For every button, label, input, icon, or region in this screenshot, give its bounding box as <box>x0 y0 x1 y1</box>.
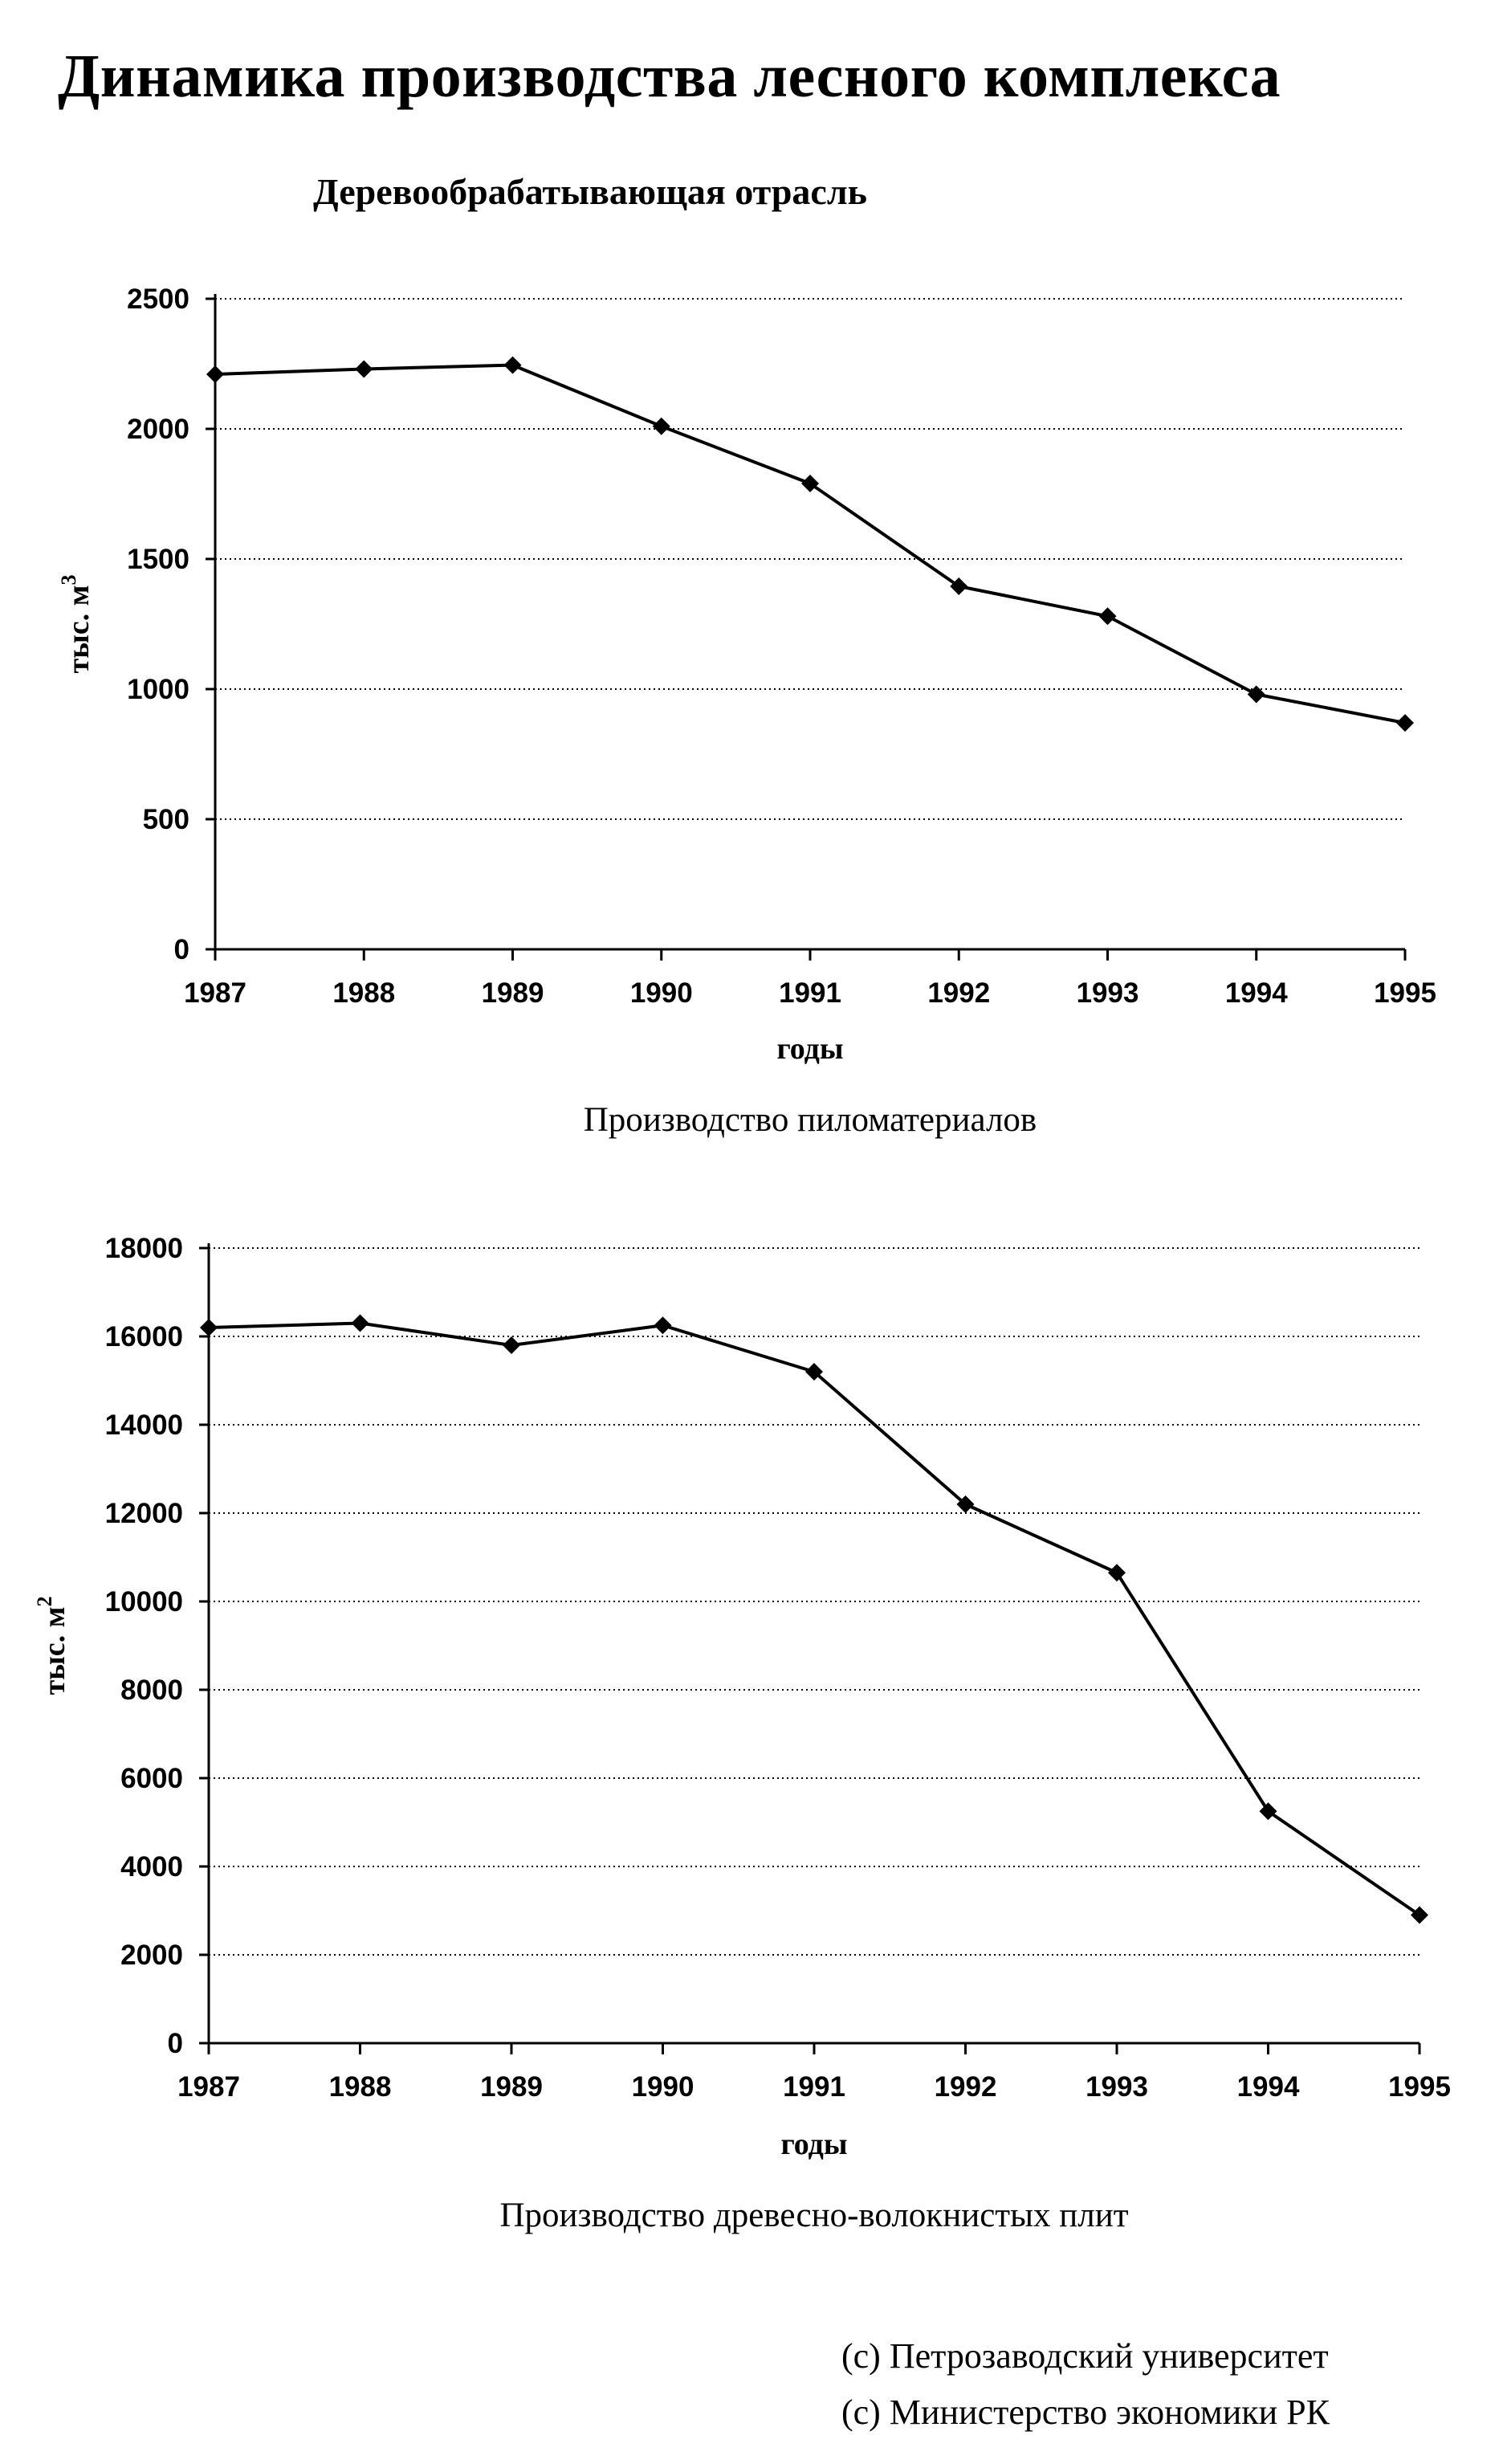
chart-caption: Производство пиломатериалов <box>583 1101 1037 1139</box>
x-tick-label: 1994 <box>1224 977 1288 1009</box>
y-tick-label: 1000 <box>127 674 189 705</box>
x-tick-label: 1991 <box>783 2071 845 2103</box>
series-line <box>215 365 1405 724</box>
x-tick-label: 1993 <box>1086 2071 1148 2103</box>
x-tick-label: 1993 <box>1076 977 1139 1009</box>
y-tick-label: 1500 <box>127 544 189 575</box>
data-point-marker <box>1099 607 1117 625</box>
y-tick-label: 4000 <box>120 1851 183 1883</box>
data-point-marker <box>1248 685 1265 703</box>
y-tick-label: 0 <box>173 934 189 965</box>
x-tick-label: 1994 <box>1236 2071 1300 2103</box>
lumber-production-chart <box>0 281 1503 1157</box>
fiberboard-production-chart <box>0 1221 1503 2289</box>
copyright-university: (с) Петрозаводский университет <box>841 2336 1329 2376</box>
x-axis-title: годы <box>780 2127 848 2161</box>
y-tick-label: 2500 <box>127 284 189 315</box>
x-tick-label: 1989 <box>480 2071 543 2103</box>
data-point-marker <box>1108 1564 1126 1581</box>
x-tick-label: 1990 <box>629 977 693 1009</box>
data-point-marker <box>653 418 670 435</box>
page-title: Динамика производства лесного комплекса <box>58 43 1281 110</box>
x-tick-label: 1991 <box>779 977 841 1009</box>
x-tick-label: 1992 <box>927 977 991 1009</box>
y-axis-title-unit: тыс. м <box>38 1606 71 1695</box>
y-tick-label: 6000 <box>120 1763 183 1794</box>
x-tick-label: 1995 <box>1374 977 1436 1009</box>
x-tick-label: 1992 <box>934 2071 997 2103</box>
x-tick-label: 1988 <box>328 2071 392 2103</box>
y-tick-label: 18000 <box>104 1233 183 1264</box>
data-point-marker <box>355 360 373 377</box>
data-point-marker <box>654 1316 672 1334</box>
data-point-marker <box>352 1315 369 1332</box>
y-axis-title-exponent: 3 <box>57 574 80 585</box>
x-tick-label: 1987 <box>184 977 246 1009</box>
y-tick-label: 2000 <box>120 1940 183 1971</box>
y-tick-label: 500 <box>142 804 189 835</box>
section-title: Деревообрабатывающая отрасль <box>313 171 867 212</box>
copyright-ministry: (с) Министерство экономики РК <box>841 2393 1330 2432</box>
y-tick-label: 2000 <box>127 414 189 445</box>
y-axis-title <box>57 574 96 673</box>
x-tick-label: 1989 <box>481 977 544 1009</box>
y-axis-title <box>33 1596 71 1695</box>
y-tick-label: 0 <box>167 2028 183 2059</box>
y-axis-title-unit: тыс. м <box>62 585 96 674</box>
y-tick-label: 12000 <box>104 1498 183 1529</box>
x-tick-label: 1988 <box>332 977 396 1009</box>
y-tick-label: 10000 <box>104 1586 183 1618</box>
data-point-marker <box>503 1336 520 1354</box>
x-tick-label: 1995 <box>1388 2071 1451 2103</box>
x-tick-label: 1987 <box>177 2071 240 2103</box>
x-tick-label: 1990 <box>631 2071 694 2103</box>
y-tick-label: 14000 <box>104 1409 183 1441</box>
y-axis-title-exponent: 2 <box>33 1596 56 1607</box>
data-point-marker <box>504 357 522 374</box>
data-point-marker <box>1396 714 1414 732</box>
series-line <box>209 1324 1420 1915</box>
y-tick-label: 8000 <box>120 1675 183 1706</box>
data-point-marker <box>200 1319 218 1336</box>
x-axis-title: годы <box>776 1032 844 1066</box>
y-tick-label: 16000 <box>104 1321 183 1352</box>
chart-caption: Производство древесно-волокнистых плит <box>499 2197 1129 2234</box>
data-point-marker <box>206 365 224 383</box>
